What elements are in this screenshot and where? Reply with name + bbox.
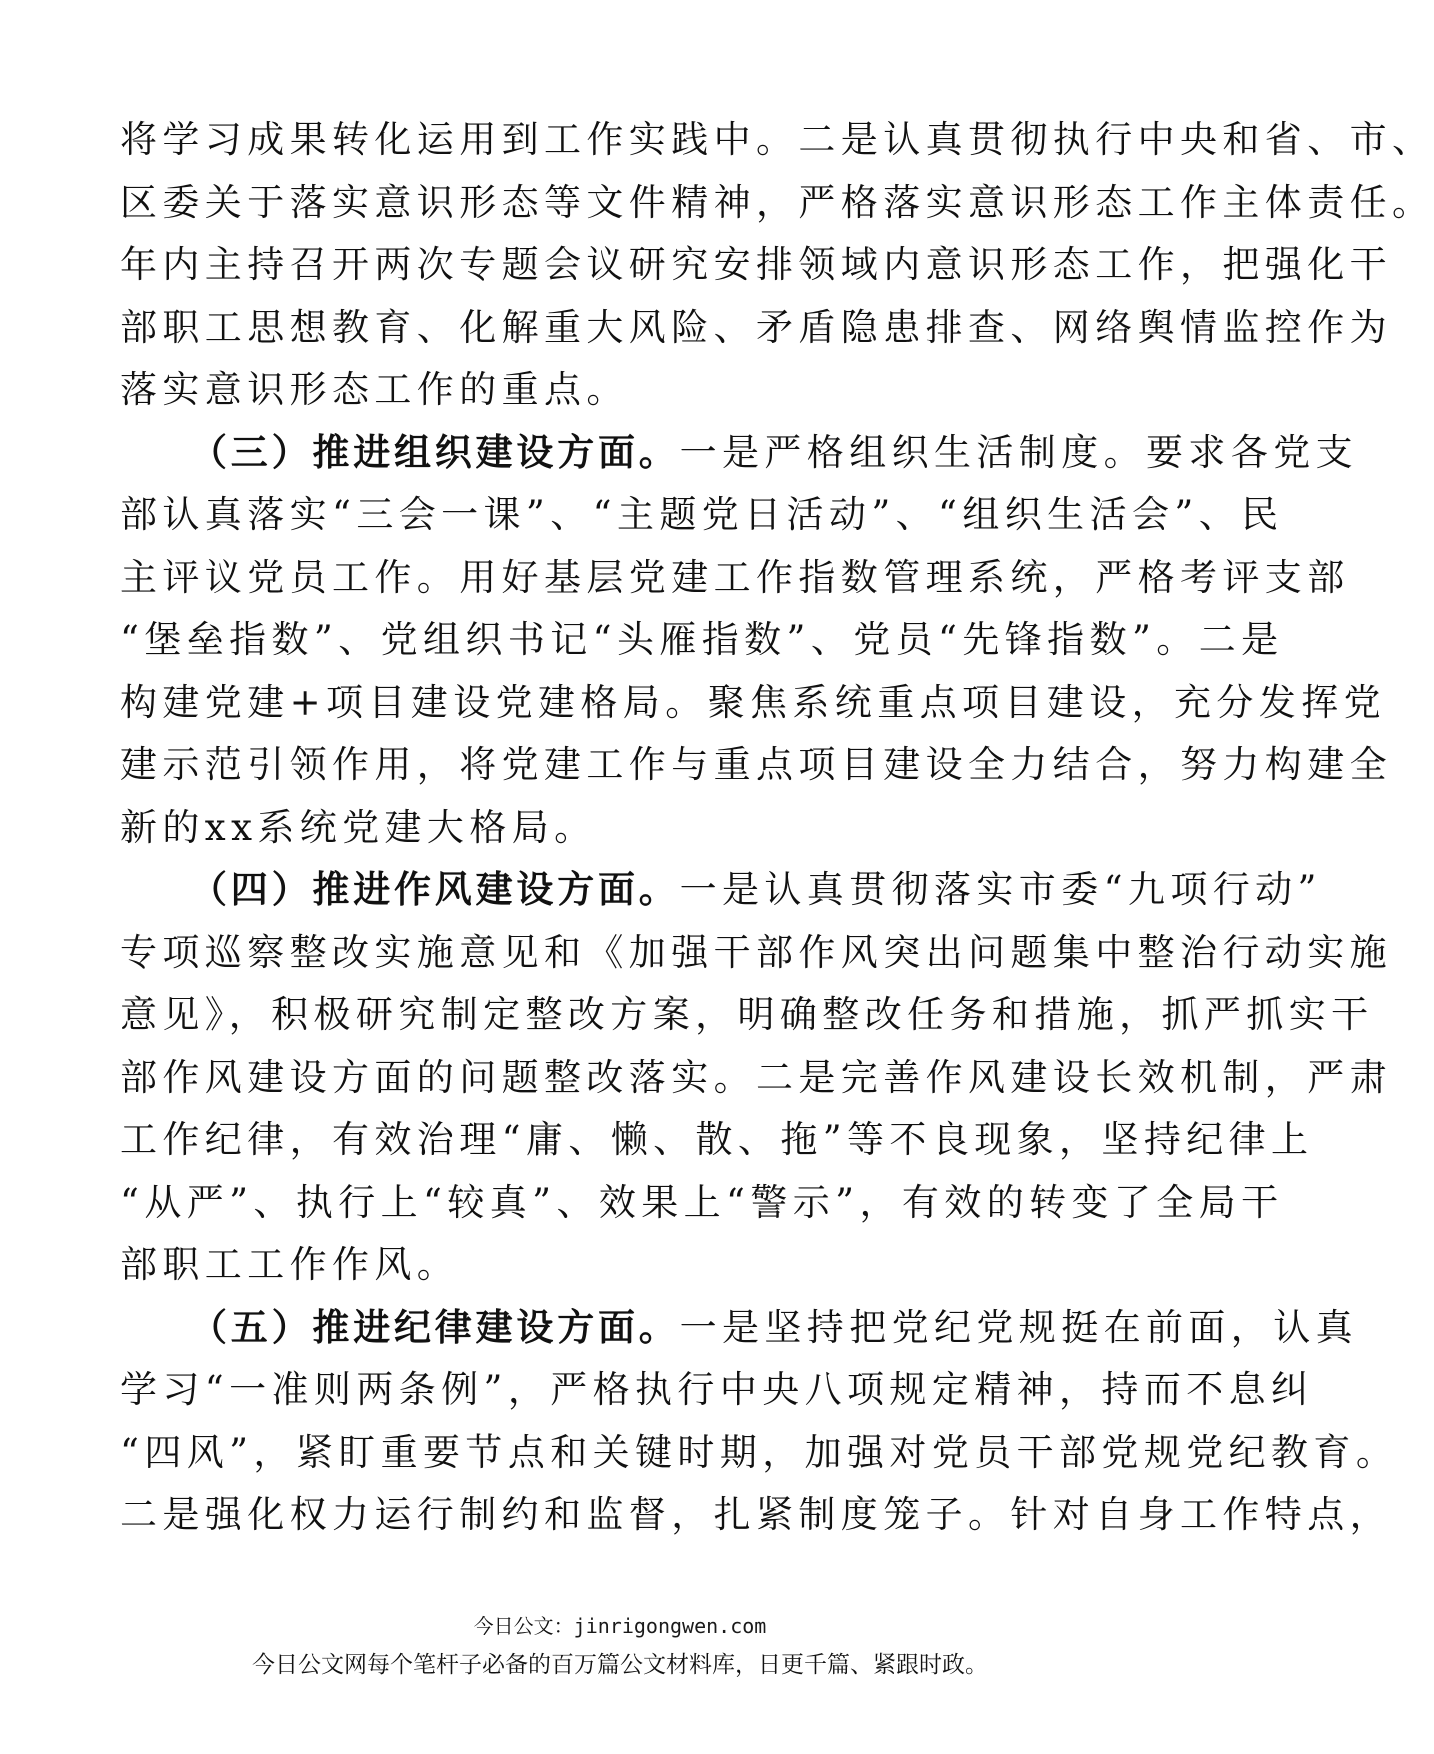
section-heading: （三）推进组织建设方面。	[190, 431, 680, 474]
body-line: 将学习成果转化运用到工作实践中。二是认真贯彻执行中央和省、市、	[120, 118, 1434, 161]
section-heading-line: （四）推进作风建设方面。一是认真贯彻落实市委“九项行动”	[190, 868, 1322, 911]
body-line: 落实意识形态工作的重点。	[120, 368, 629, 411]
footer-site-link[interactable]	[0, 1613, 1240, 1639]
footer-slogan: 今日公文网每个笔杆子必备的百万篇公文材料库，日更千篇、紧跟时政。	[252, 1652, 988, 1678]
body-line: “堡垒指数”、党组织书记“头雁指数”、党员“先锋指数”。二是	[120, 618, 1284, 661]
body-line: 工作纪律，有效治理“庸、懒、散、拖”等不良现象，坚持纪律上	[120, 1118, 1314, 1161]
section-heading: （四）推进作风建设方面。	[190, 868, 680, 911]
body-line: 主评议党员工作。用好基层党建工作指数管理系统，严格考评支部	[120, 556, 1350, 599]
body-line: 二是强化权力运行制约和监督，扎紧制度笼子。针对自身工作特点，	[120, 1493, 1392, 1536]
body-line: 专项巡察整改实施意见和《加强干部作风突出问题集中整治行动实施	[120, 931, 1392, 974]
body-line: 部职工工作作风。	[120, 1243, 460, 1286]
body-line: 意见》，积极研究制定整改方案，明确整改任务和措施，抓严抓实干	[120, 993, 1374, 1036]
body-line: 建示范引领作用，将党建工作与重点项目建设全力结合，努力构建全	[120, 743, 1392, 786]
footer-site-label: 今日公文：	[473, 1614, 574, 1638]
body-line: 构建党建+项目建设党建格局。聚焦系统重点项目建设，充分发挥党	[120, 681, 1386, 724]
body-line: 学习“一准则两条例”，严格执行中央八项规定精神，持而不息纠	[120, 1368, 1314, 1411]
body-line: 新的xx系统党建大格局。	[120, 806, 597, 849]
footer-site-url[interactable]: jinrigongwen.com	[573, 1614, 767, 1638]
body-line: 年内主持召开两次专题会议研究安排领域内意识形态工作，把强化干	[120, 243, 1392, 286]
body-line: 部认真落实“三会一课”、“主题党日活动”、“组织生活会”、民	[120, 493, 1284, 536]
body-line: “从严”、执行上“较真”、效果上“警示”，有效的转变了全局干	[120, 1181, 1284, 1224]
body-line: “四风”，紧盯重要节点和关键时期，加强对党员干部党规党纪教育。	[120, 1431, 1399, 1474]
body-line: 部职工思想教育、化解重大风险、矛盾隐患排查、网络舆情监控作为	[120, 306, 1392, 349]
section-heading-line: （五）推进纪律建设方面。一是坚持把党纪党规挺在前面，认真	[190, 1306, 1359, 1349]
body-line: 区委关于落实意识形态等文件精神，严格落实意识形态工作主体责任。	[120, 181, 1434, 224]
document-page	[120, 0, 1434, 1754]
section-heading: （五）推进纪律建设方面。	[190, 1306, 680, 1349]
section-heading-line: （三）推进组织建设方面。一是严格组织生活制度。要求各党支	[190, 431, 1359, 474]
body-line: 部作风建设方面的问题整改落实。二是完善作风建设长效机制，严肃	[120, 1056, 1392, 1099]
